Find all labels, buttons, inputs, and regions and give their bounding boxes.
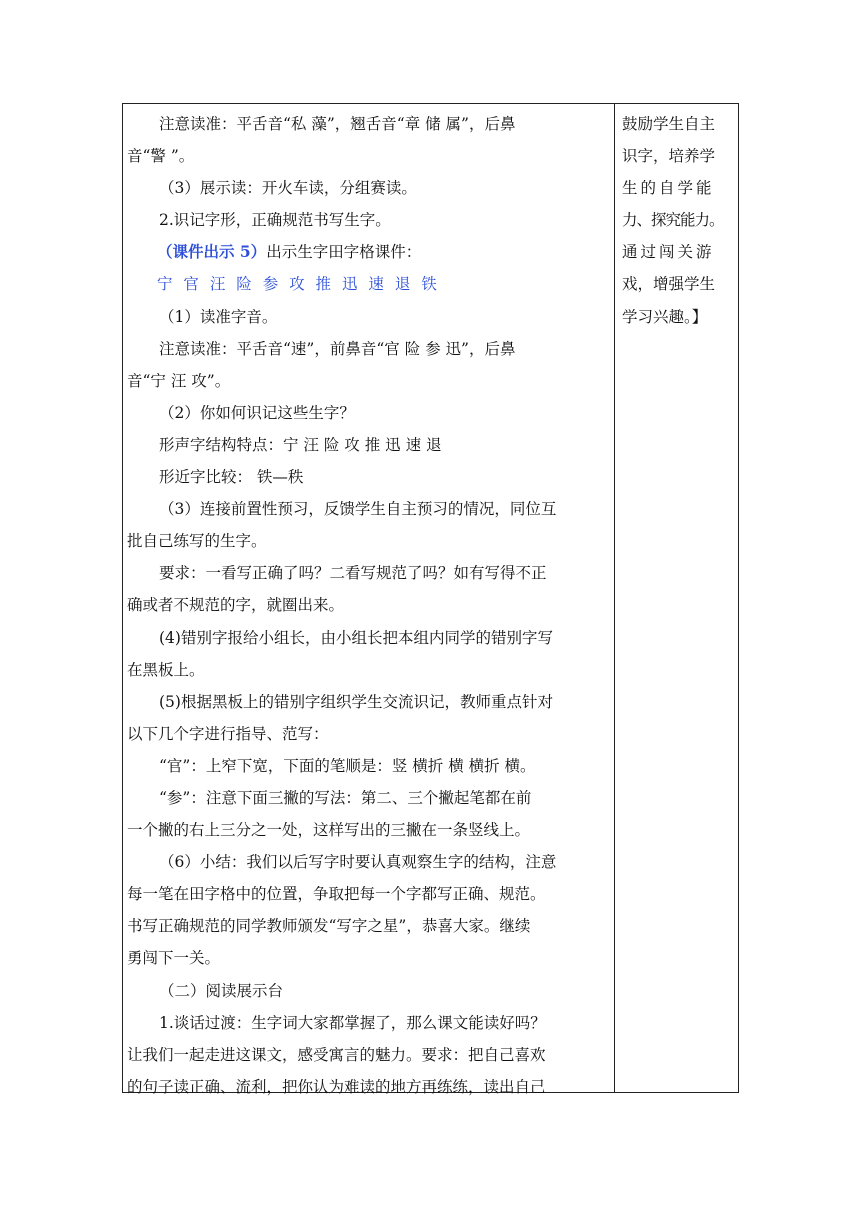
text-line: (4)错别字报给小组长，由小组长把本组内同学的错别字写 <box>159 628 553 647</box>
text-line: 音“警 ”。 <box>127 147 195 166</box>
side-text-line: 通过闯关游 <box>622 243 715 262</box>
lesson-plan-table <box>122 103 739 1096</box>
teaching-process-cell <box>127 108 611 1103</box>
text-line: 2.识记字形，正确规范书写生字。 <box>159 211 391 230</box>
side-text-line: 识字，培养学 <box>622 147 716 166</box>
text-line: 的句子读正确、流利，把你认为难读的地方再练练，读出自己 <box>127 1077 546 1096</box>
courseware-tag: （课件出示 5） <box>157 242 267 262</box>
column-divider <box>614 104 615 1092</box>
text-line: 勇闯下一关。 <box>127 949 221 968</box>
side-text-line: 学习兴趣。】 <box>622 307 708 326</box>
text-line: “官”：上窄下宽，下面的笔顺是：竖 横折 横 横折 横。 <box>159 756 536 775</box>
text-line: (5)根据黑板上的错别字组织学生交流识记，教师重点针对 <box>159 692 553 711</box>
section-heading: （二）阅读展示台 <box>159 981 284 1000</box>
new-characters-line: 宁 官 汪 险 参 攻 推 迅 速 退 铁 <box>157 275 440 294</box>
design-intent-cell <box>622 108 736 333</box>
text-line: 注意读准：平舌音“速”，前鼻音“官 险 参 迅”，后鼻 <box>159 339 516 358</box>
side-text-line: 生的自学能 <box>622 179 715 198</box>
text-line: 在黑板上。 <box>127 660 205 679</box>
text-line: “参”：注意下面三撇的写法：第二、三个撇起笔都在前 <box>159 788 532 807</box>
text-line: 音“宁 汪 攻”。 <box>127 371 231 390</box>
side-text-line: 戏，增强学生 <box>622 275 716 294</box>
text-line: 形近字比较： 铁—秩 <box>159 468 304 487</box>
text-line: 批自己练写的生字。 <box>127 532 267 551</box>
text-line: 每一笔在田字格中的位置，争取把每一个字都写正确、规范。 <box>127 885 546 904</box>
text-line: （1）读准字音。 <box>159 307 278 326</box>
text-line: 1.谈话过渡：生字词大家都掌握了，那么课文能读好吗？ <box>159 1013 546 1032</box>
text-line: 一个撇的右上三分之一处，这样写出的三撇在一条竖线上。 <box>127 821 531 840</box>
text-line: 注意读准：平舌音“私 藻”，翘舌音“章 储 属”，后鼻 <box>159 115 516 133</box>
text-line: （3）连接前置性预习，反馈学生自主预习的情况，同位互 <box>159 500 557 519</box>
side-text-line: 鼓励学生自主 <box>622 115 716 133</box>
text-line: 让我们一起走进这课文，感受寓言的魅力。要求：把自己喜欢 <box>127 1045 546 1064</box>
text-line: 确或者不规范的字，就圈出来。 <box>127 596 345 615</box>
side-text-line: 力、探究能力。 <box>622 211 724 230</box>
text-line: 以下几个字进行指导、范写： <box>127 724 329 743</box>
text-line: （2）你如何识记这些生字？ <box>159 403 355 422</box>
text-line: （3）展示读：开火车读，分组赛读。 <box>159 179 417 198</box>
text-line: 书写正确规范的同学教师颁发“写字之星”，恭喜大家。继续 <box>127 917 531 936</box>
text-line: 形声字结构特点：宁 汪 险 攻 推 迅 速 退 <box>159 435 442 454</box>
text-line: （6）小结：我们以后写字时要认真观察生字的结构，注意 <box>159 853 557 872</box>
courseware-text: 出示生字田字格课件： <box>266 243 422 262</box>
text-line: 要求：一看写正确了吗？二看写规范了吗？如有写得不正 <box>159 564 547 583</box>
courseware-line <box>127 236 611 268</box>
